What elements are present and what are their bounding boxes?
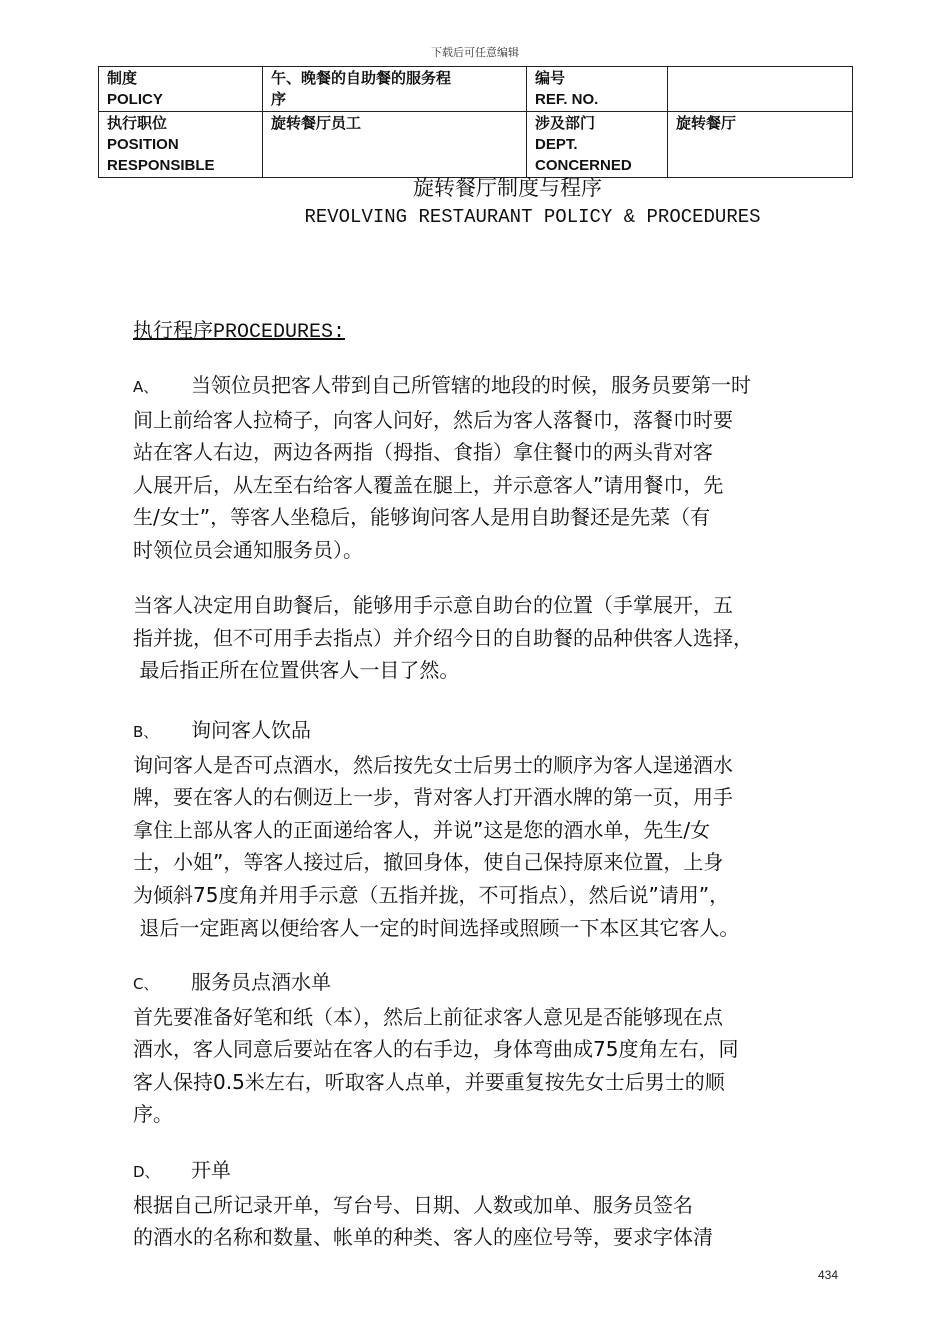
policy-header-table	[98, 66, 853, 178]
section-b-line-4: 士，小姐”，等客人接过后，撤回身体，使自己保持原来位置，上身	[133, 850, 724, 875]
section-a-continued	[133, 589, 848, 687]
dept-label-cell	[527, 112, 668, 178]
policy-value-line-2: 序	[271, 91, 287, 108]
section-b-title: 询问客人饮品	[191, 718, 311, 742]
ref-no-value-cell	[668, 67, 853, 112]
section-c-marker: C、	[133, 975, 159, 993]
procedures-heading	[133, 314, 345, 344]
section-c-line-3: 客人保持0.5米左右，听取客人点单，并要重复按先女士后男士的顺	[133, 1069, 725, 1094]
section-d-marker: D、	[133, 1163, 160, 1181]
policy-label-cn: 制度	[107, 70, 138, 87]
section-d-heading	[133, 1154, 848, 1189]
position-value-cell: 旋转餐厅员工	[263, 112, 527, 178]
procedures-heading-en: PROCEDURES:	[213, 321, 346, 344]
section-a-line-4: 人展开后，从左至右给客人覆盖在腿上，并示意客人”请用餐巾，先	[133, 472, 724, 497]
section-a-line	[133, 369, 848, 404]
section-a-line-3: 站在客人右边，两边各两指（拇指、食指）拿住餐巾的两头背对客	[133, 440, 713, 465]
ref-no-label-en: REF. NO.	[535, 91, 599, 108]
section-a	[133, 369, 848, 567]
dept-label-en-2: CONCERNED	[535, 157, 632, 174]
policy-value-line-1: 午、晚餐的自助餐的服务程	[271, 70, 452, 87]
section-c-line-1: 首先要准备好笔和纸（本），然后上前征求客人意见是否能够现在点	[133, 1004, 723, 1029]
position-label-en-1: POSITION	[107, 136, 179, 153]
section-c-line-2: 酒水，客人同意后要站在客人的右手边，身体弯曲成75度角左右，同	[133, 1037, 739, 1062]
policy-label-en: POLICY	[107, 91, 163, 108]
section-c-title: 服务员点酒水单	[191, 970, 331, 994]
section-c-heading	[133, 966, 848, 1001]
section-b-line-1: 询问客人是否可点酒水，然后按先女士后男士的顺序为客人逞递酒水	[133, 752, 733, 777]
section-a-line-5: 生/女士”，等客人坐稳后，能够询问客人是用自助餐还是先菜（有	[133, 505, 711, 530]
section-b-line-3: 拿住上部从客人的正面递给客人，并说”这是您的酒水单，先生/女	[133, 817, 711, 842]
dept-label-en-1: DEPT.	[535, 136, 578, 153]
section-b-line-6: 退后一定距离以便给客人一定的时间选择或照顾一下本区其它客人。	[133, 915, 740, 940]
section-a-line-2: 间上前给客人拉椅子，向客人问好，然后为客人落餐巾，落餐巾时要	[133, 407, 733, 432]
section-d-title: 开单	[191, 1158, 231, 1182]
section-a-marker: A、	[133, 378, 159, 396]
section-b-line-5: 为倾斜75度角并用手示意（五指并拢，不可指点），然后说”请用”，	[133, 882, 730, 907]
section-a2-line-3: 最后指正所在位置供客人一目了然。	[133, 658, 460, 683]
section-d-line-1: 根据自己所记录开单，写台号、日期、人数或加单、服务员签名	[133, 1192, 693, 1217]
dept-label-cn: 涉及部门	[535, 115, 596, 132]
section-a-line-6: 时领位员会通知服务员）。	[133, 537, 363, 562]
section-a2-line-2: 指并拢，但不可用手去指点）并介绍今日的自助餐的品种供客人选择，	[133, 625, 753, 650]
section-b-line-2: 牌，要在客人的右侧迈上一步，背对客人打开酒水牌的第一页，用手	[133, 785, 733, 810]
section-a2-line-1: 当客人决定用自助餐后，能够用手示意自助台的位置（手掌展开，五	[133, 593, 733, 617]
section-d-line-2: 的酒水的名称和数量、帐单的种类、客人的座位号等，要求字体清	[133, 1225, 713, 1250]
position-label-cell	[99, 112, 263, 178]
policy-value-cell	[263, 67, 527, 112]
section-c	[133, 966, 848, 1131]
section-d	[133, 1154, 848, 1254]
position-label-cn: 执行职位	[107, 115, 168, 132]
section-b-heading	[133, 714, 848, 749]
policy-label-cell	[99, 67, 263, 112]
ref-no-label-cn: 编号	[535, 70, 566, 87]
document-title-en: REVOLVING RESTAURANT POLICY & PROCEDURES	[304, 206, 761, 228]
header-row-policy	[99, 67, 853, 112]
section-b	[133, 714, 848, 944]
dept-value-cell: 旋转餐厅	[668, 112, 853, 178]
section-c-line-4: 序。	[133, 1102, 173, 1127]
section-a-line-1: 当领位员把客人带到自己所管辖的地段的时候，服务员要第一时	[191, 373, 751, 397]
ref-no-label-cell	[527, 67, 668, 112]
header-row-position	[99, 112, 853, 178]
position-label-en-2: RESPONSIBLE	[107, 157, 215, 174]
section-b-marker: B、	[133, 723, 159, 741]
page-number: 434	[818, 1268, 839, 1282]
document-title-cn: 旋转餐厅制度与程序	[413, 176, 602, 200]
procedures-heading-cn: 执行程序	[133, 318, 213, 342]
download-note: 下载后可任意编辑	[431, 46, 519, 59]
